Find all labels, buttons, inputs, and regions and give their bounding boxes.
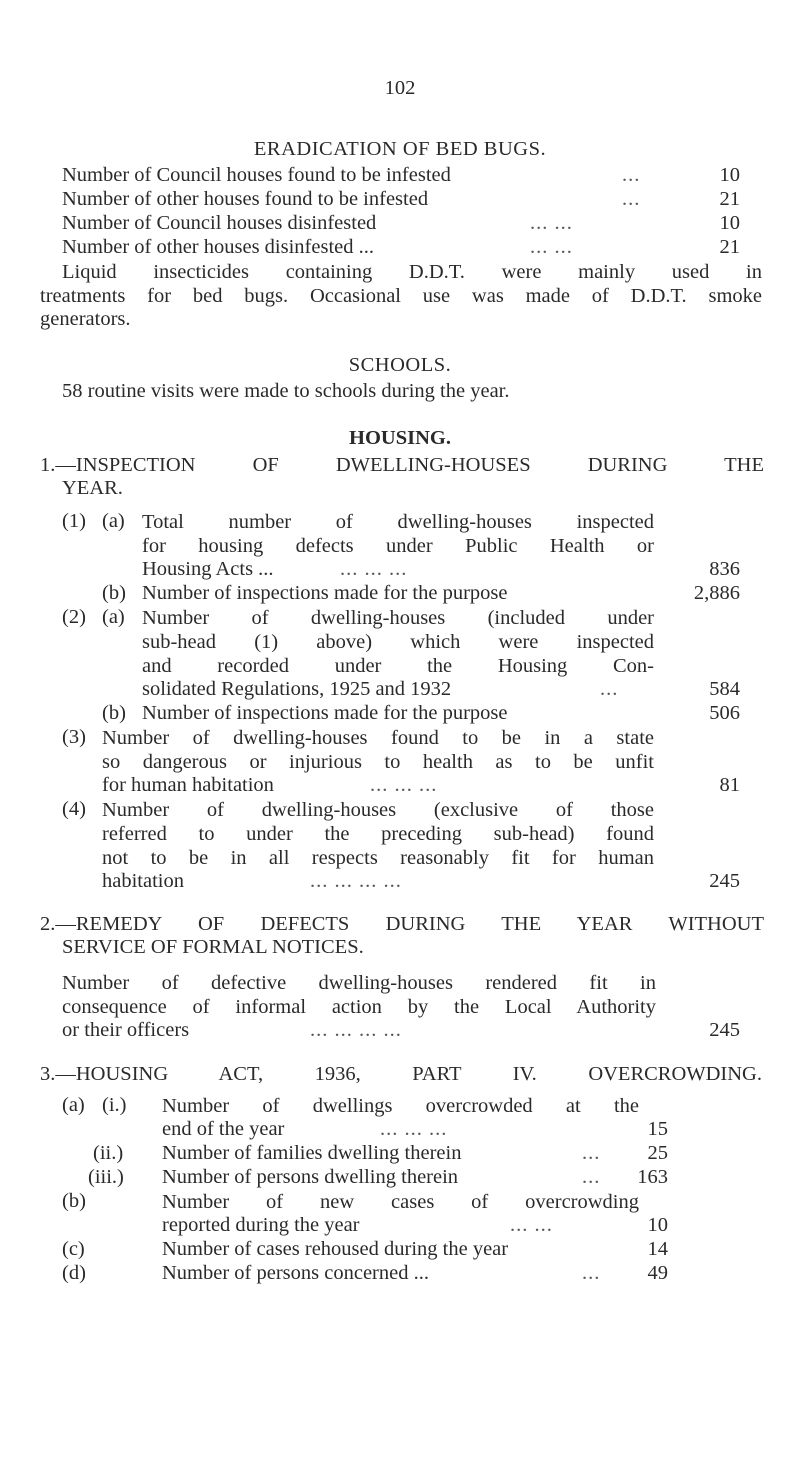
- bedbugs-row-value: 21: [719, 188, 740, 210]
- schools-title: SCHOOLS.: [348, 354, 452, 376]
- section3-heading: 3.—HOUSING ACT, 1936, PART IV. OVERCROWDING.: [40, 1063, 762, 1085]
- bedbugs-row-dots: ... ...: [530, 212, 573, 234]
- item-text: Number of persons dwelling therein: [162, 1166, 459, 1188]
- leader-dots: ... ... ...: [380, 1118, 448, 1140]
- item-text: Number of inspections made for the purpose: [142, 702, 508, 724]
- item-value: 506: [709, 702, 740, 724]
- item-text: reported during the year: [162, 1214, 360, 1236]
- leader-dots: ...: [582, 1262, 601, 1284]
- item-text: Total number of dwelling-houses inspected: [142, 511, 654, 533]
- bedbugs-row-label: Number of Council houses found to be infested: [62, 164, 451, 186]
- bedbugs-row-value: 10: [719, 164, 740, 186]
- item-text: Number of dwelling-houses (included under: [142, 607, 654, 629]
- page-number: 102: [384, 77, 416, 99]
- item-value: 81: [719, 774, 740, 796]
- housing-title: HOUSING.: [349, 427, 451, 449]
- item-value: 49: [647, 1262, 668, 1284]
- bedbugs-row-label: Number of other houses found to be infested: [62, 188, 429, 210]
- item-text: Number of inspections made for the purpose: [142, 582, 508, 604]
- item-value: 245: [709, 870, 740, 892]
- leader-dots: ...: [582, 1166, 601, 1188]
- bedbugs-row-dots: ... ...: [530, 236, 573, 258]
- section2-heading-cont: SERVICE OF FORMAL NOTICES.: [62, 936, 364, 958]
- item-value: 25: [647, 1142, 668, 1164]
- item-number: (1): [62, 510, 86, 532]
- item-number: (3): [62, 726, 86, 748]
- item-text: referred to under the preceding sub-head) found: [102, 823, 654, 845]
- section1-heading-cont: YEAR.: [62, 477, 123, 499]
- item-value: 2,886: [693, 582, 740, 604]
- bedbugs-note-line: Liquid insecticides containing D.D.T. were mainly used in: [62, 261, 762, 283]
- bedbugs-row-label: Number of Council houses disinfested: [62, 212, 377, 234]
- item-value: 15: [647, 1118, 668, 1140]
- bedbugs-row-label: Number of other houses disinfested ...: [62, 236, 374, 258]
- item-letter: (c): [62, 1238, 85, 1260]
- item-text: Number of persons concerned ...: [162, 1262, 429, 1284]
- item-letter: (a): [62, 1094, 85, 1116]
- item-text: habitation: [102, 870, 184, 892]
- item-text: Number of families dwelling therein: [162, 1142, 462, 1164]
- bedbugs-note-line: treatments for bed bugs. Occasional use was made of D.D.T. smoke: [40, 285, 762, 307]
- bedbugs-row-dots: ...: [622, 188, 641, 210]
- item-text: Number of dwelling-houses (exclusive of those: [102, 799, 654, 821]
- item-text: for housing defects under Public Health or: [142, 535, 654, 557]
- item-text: solidated Regulations, 1925 and 1932: [142, 678, 452, 700]
- item-text: and recorded under the Housing Con-: [142, 655, 654, 677]
- item-text: not to be in all respects reasonably fit for human: [102, 847, 654, 869]
- leader-dots: ... ...: [510, 1214, 553, 1236]
- bedbugs-row-value: 10: [719, 212, 740, 234]
- leader-dots: ... ... ...: [370, 774, 438, 796]
- leader-dots: ... ... ... ...: [310, 870, 402, 892]
- section2-heading: 2.—REMEDY OF DEFECTS DURING THE YEAR WITHOUT: [40, 913, 764, 935]
- item-letter: (b): [102, 582, 126, 604]
- section2-value: 245: [709, 1019, 740, 1041]
- item-letter: (d): [62, 1262, 86, 1284]
- section2-text: or their officers: [62, 1019, 190, 1041]
- item-text: end of the year: [162, 1118, 285, 1140]
- item-letter: (a): [102, 606, 125, 628]
- section1-heading: 1.—INSPECTION OF DWELLING-HOUSES DURING THE: [40, 454, 764, 476]
- item-text: Number of cases rehoused during the year: [162, 1238, 509, 1260]
- item-value: 584: [709, 678, 740, 700]
- bedbugs-note-line: generators.: [40, 308, 131, 330]
- item-value: 14: [647, 1238, 668, 1260]
- bedbugs-title: ERADICATION OF BED BUGS.: [253, 138, 547, 160]
- item-number: (2): [62, 606, 86, 628]
- item-letter: (b): [102, 702, 126, 724]
- item-text: for human habitation: [102, 774, 274, 796]
- leader-dots: ... ... ... ...: [310, 1019, 402, 1041]
- schools-text: 58 routine visits were made to schools during the year.: [62, 380, 510, 402]
- item-number: (4): [62, 798, 86, 820]
- item-text: sub-head (1) above) which were inspected: [142, 631, 654, 653]
- item-roman: (i.): [102, 1094, 127, 1116]
- item-text: Number of new cases of overcrowding: [162, 1191, 639, 1213]
- item-roman: (ii.): [93, 1142, 124, 1164]
- bedbugs-row-dots: ...: [622, 164, 641, 186]
- item-letter: (b): [62, 1190, 86, 1212]
- section2-text: Number of defective dwelling-houses rendered fit in: [62, 972, 656, 994]
- bedbugs-row-value: 21: [719, 236, 740, 258]
- leader-dots: ...: [582, 1142, 601, 1164]
- item-text: Housing Acts ...: [142, 558, 274, 580]
- item-letter: (a): [102, 510, 125, 532]
- item-value: 163: [637, 1166, 668, 1188]
- section2-text: consequence of informal action by the Local Authority: [62, 996, 656, 1018]
- item-text: Number of dwelling-houses found to be in a state: [102, 727, 654, 749]
- item-value: 836: [709, 558, 740, 580]
- item-text: so dangerous or injurious to health as to be unfit: [102, 751, 654, 773]
- item-value: 10: [647, 1214, 668, 1236]
- leader-dots: ...: [600, 678, 619, 700]
- item-roman: (iii.): [88, 1166, 124, 1188]
- item-text: Number of dwellings overcrowded at the: [162, 1095, 639, 1117]
- leader-dots: ... ... ...: [340, 558, 408, 580]
